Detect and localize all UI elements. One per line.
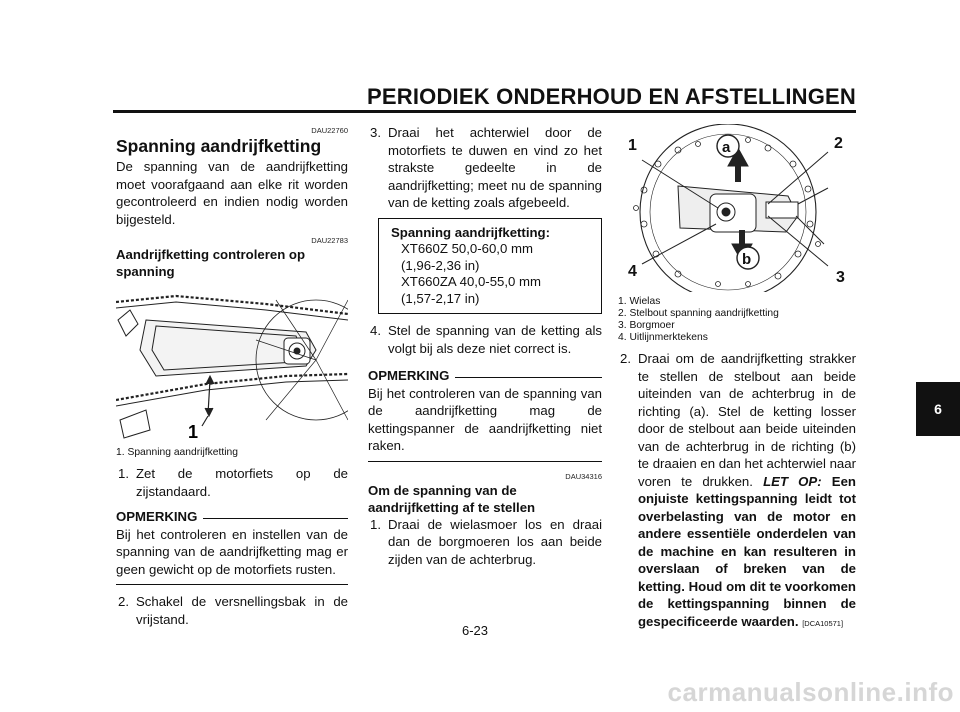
note-heading-label: OPMERKING — [368, 368, 450, 383]
intro-paragraph: De spanning van de aandrijfketting moet voorafgaand aan elke rit worden gecontroleerd en indien nodig worden bijgesteld. — [116, 159, 348, 227]
chain-slack-illustration — [116, 280, 348, 444]
step-text: Draai het achterwiel door de motorfiets te duwen en vind zo het strakste gedeelte in de aandrijfketting; meet nu de spanning van de ketting zoals afgebeeld. — [388, 125, 602, 210]
note-end-rule — [368, 461, 602, 462]
figure-caption: 1. Spanning aandrijfketting — [116, 447, 238, 458]
step-item — [618, 350, 856, 632]
note-end-rule — [116, 584, 348, 585]
warning-text: Een onjuiste kettingspanning leidt tot overbelasting van de motor en andere essentiële onderdelen van de machine en kan resulteren in overslaan of breken van de ketting. Houd om dit te voorkomen de kettingspanning binnen de gespecificeerde waarden. — [638, 473, 856, 629]
subsection-heading: Aandrijfketting controleren op spanning — [116, 247, 306, 279]
ref-code: DAU22783 — [311, 236, 348, 245]
subsection-heading: Om de spanning van de aandrijfketting af te stellen — [368, 482, 536, 515]
step-text: Zet de motorfiets op de zijstandaard. — [136, 466, 348, 499]
spec-line: XT660ZA 40,0-55,0 mm — [401, 274, 542, 289]
step-text — [638, 350, 856, 632]
caption-item: 1. Wielas — [618, 296, 661, 307]
step-number: 4. — [370, 323, 381, 338]
fig-label-2: 2 — [834, 135, 843, 152]
ref-code: DAU22760 — [311, 126, 348, 135]
warning-code: [DCA10571] — [802, 618, 844, 628]
column-3 — [618, 124, 856, 632]
ref-code: DAU34316 — [565, 471, 602, 481]
column-2 — [368, 124, 602, 568]
step-number: 3. — [370, 125, 381, 140]
fig-label-3: 3 — [836, 269, 845, 286]
step-item — [368, 322, 602, 357]
step-text: Schakel de versnellingsbak in de vrijstand. — [136, 594, 348, 627]
note-text: Bij het controleren van de spanning van de aandrijfketting mag de kettingspanner de aandrijfketting niet raken. — [368, 385, 602, 453]
step-text-body: Draai om de aandrijfketting strakker te stellen de stelbout aan beide uiteinden van de achterbrug in de richting (a). Stel de ketting losser door de stelbout aan beide uiteinden van de achterbrug in de richting (b) te draaien en dan het achterwiel naar voren te drukken. — [638, 351, 856, 489]
note-heading — [368, 367, 602, 385]
step-number: 1. — [118, 466, 129, 481]
note-heading — [116, 508, 348, 526]
spec-box — [378, 218, 602, 315]
chapter-tab: 6 — [916, 382, 960, 436]
step-number: 2. — [620, 351, 631, 366]
note-rule — [203, 518, 348, 519]
step-text: Draai de wielasmoer los en draai dan de borgmoeren los aan beide zijden van de achterbrug. — [388, 516, 602, 567]
column-1 — [116, 124, 348, 628]
caption-item: 4. Uitlijnmerktekens — [618, 332, 708, 343]
caption-item: 3. Borgmoer — [618, 320, 675, 331]
spec-line: XT660Z 50,0-60,0 mm — [401, 241, 533, 256]
step-item — [116, 465, 348, 500]
header-rule — [113, 110, 856, 113]
note-text: Bij het controleren en instellen van de spanning van de aandrijfketting mag er geen gewicht op de motorfiets rusten. — [116, 526, 348, 577]
spec-line: (1,57-2,17 in) — [401, 290, 480, 306]
step-item — [368, 124, 602, 212]
spec-title: Spanning aandrijfketting: — [391, 224, 550, 240]
step-item — [116, 593, 348, 628]
step-item — [368, 516, 602, 569]
fig-label-b: b — [742, 251, 752, 268]
spec-line: (1,96-2,36 in) — [401, 257, 480, 273]
chain-adjuster-illustration — [618, 124, 856, 292]
fig-label-4: 4 — [628, 263, 637, 280]
note-heading-label: OPMERKING — [116, 509, 198, 524]
fig-label-1: 1 — [188, 422, 199, 442]
note-rule — [455, 377, 602, 378]
page-header-title: PERIODIEK ONDERHOUD EN AFSTELLINGEN — [367, 84, 856, 109]
step-number: 1. — [370, 516, 381, 532]
let-op-label: LET OP: — [763, 473, 822, 489]
section-heading: Spanning aandrijfketting — [116, 136, 322, 156]
step-number: 2. — [118, 594, 129, 609]
watermark: carmanualsonline.info — [667, 676, 954, 707]
figure-caption-list — [618, 296, 856, 344]
caption-item: 2. Stelbout spanning aandrijfketting — [618, 308, 779, 319]
step-text: Stel de spanning van de ketting als volgt bij als deze niet correct is. — [388, 323, 602, 356]
page-number: 6-23 — [462, 623, 489, 638]
fig-label-1: 1 — [628, 137, 637, 154]
fig-label-a: a — [722, 139, 731, 156]
